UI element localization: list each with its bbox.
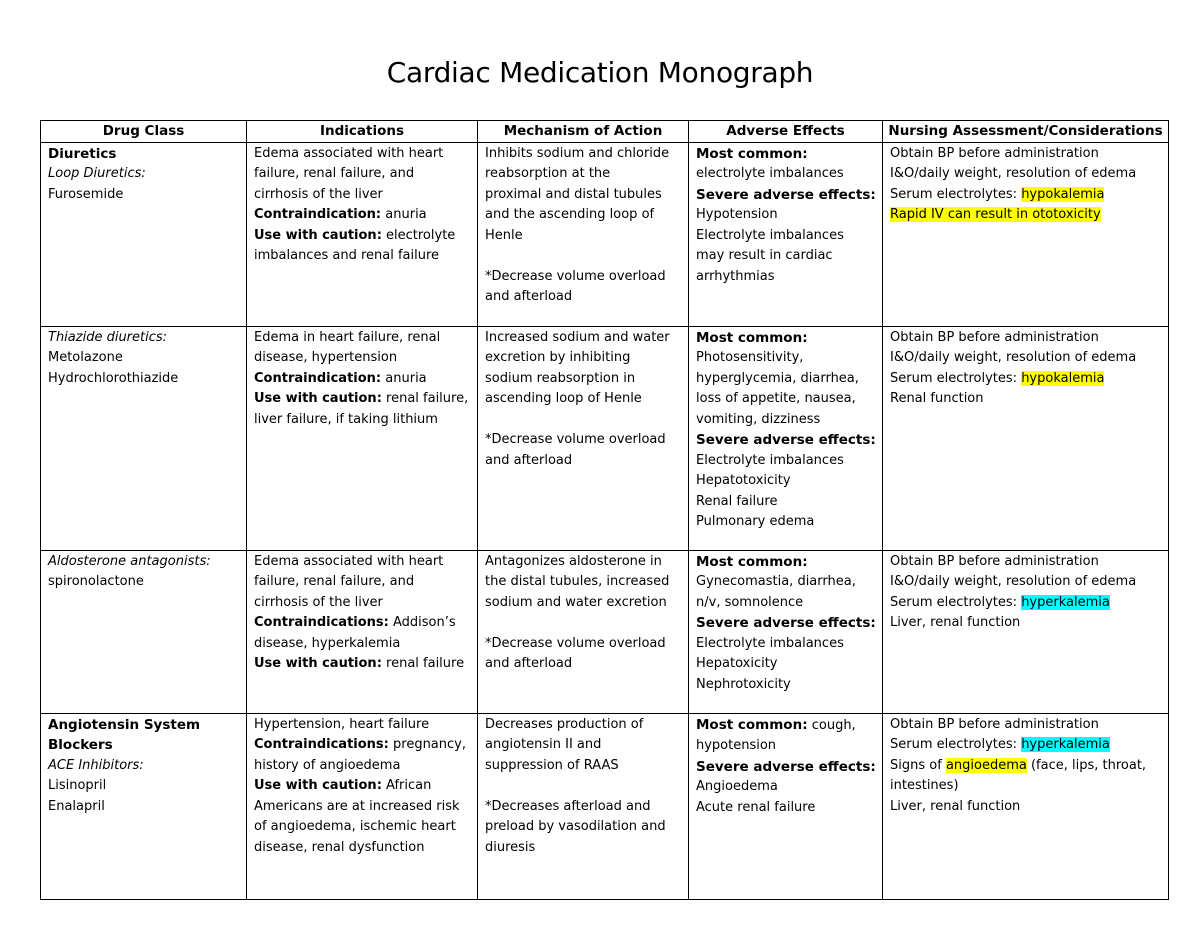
nursing-line: Obtain BP before administration: [890, 145, 1099, 161]
adverse-line: Hepatoxicity: [696, 656, 778, 671]
nursing-line: Serum electrolytes: hypokalemia: [890, 370, 1105, 386]
header-mechanism: Mechanism of Action: [478, 121, 689, 143]
drug-class-cell: [41, 550, 247, 713]
nursing-line: Renal function: [890, 391, 984, 406]
contraindication-line: history of angioedema: [254, 757, 401, 773]
drug-class-name: Blockers: [48, 737, 113, 753]
nursing-line: Liver, renal function: [890, 615, 1021, 630]
contraindication-line: disease, hyperkalemia: [254, 635, 401, 651]
mechanism-cell: [478, 550, 689, 713]
caution-line: imbalances and renal failure: [254, 248, 440, 263]
mechanism-line: Increased sodium and water: [485, 329, 670, 345]
mechanism-line: suppression of RAAS: [485, 757, 619, 773]
mechanism-line: ascending loop of Henle: [485, 391, 642, 406]
adverse-line: hyperglycemia, diarrhea,: [696, 370, 859, 386]
indications-cell: [247, 326, 478, 550]
nursing-line: intestines): [890, 778, 959, 793]
adverse-line: Electrolyte imbalances: [696, 452, 844, 468]
table-row: [41, 550, 1169, 713]
nursing-line: I&O/daily weight, resolution of edema: [890, 574, 1137, 589]
drug-name: Furosemide: [48, 186, 124, 202]
indication-line: Edema associated with heart: [254, 553, 444, 569]
mechanism-line: reabsorption at the: [485, 166, 611, 181]
nursing-cell: [883, 550, 1169, 713]
indications-cell: [247, 142, 478, 326]
mechanism-line: the distal tubules, increased: [485, 574, 670, 589]
nursing-line: Serum electrolytes: hyperkalemia: [890, 594, 1110, 610]
drug-subclass: Thiazide diuretics:: [48, 329, 168, 345]
mechanism-note: and afterload: [485, 289, 573, 304]
nursing-cell: [883, 326, 1169, 550]
adverse-line: Electrolyte imbalances: [696, 635, 844, 651]
monograph-table: [40, 120, 1169, 900]
mechanism-note: diuresis: [485, 839, 536, 855]
adverse-effects-cell: [689, 142, 883, 326]
mechanism-note: *Decrease volume overload: [485, 635, 666, 651]
header-nursing: Nursing Assessment/Considerations: [883, 121, 1169, 143]
adverse-line: arrhythmias: [696, 268, 775, 284]
indication-line: Edema in heart failure, renal: [254, 329, 441, 345]
caution-line: liver failure, if taking lithium: [254, 411, 438, 427]
nursing-line: Signs of angioedema (face, lips, throat,: [890, 757, 1147, 773]
adverse-line: may result in cardiac: [696, 248, 833, 263]
indication-line: failure, renal failure, and: [254, 166, 415, 181]
adverse-line: Angioedema: [696, 779, 778, 794]
adverse-line: Acute renal failure: [696, 799, 816, 815]
mechanism-note: *Decreases afterload and: [485, 798, 651, 814]
mechanism-line: Inhibits sodium and chloride: [485, 145, 670, 161]
highlight: hyperkalemia: [1021, 737, 1110, 752]
nursing-line: Liver, renal function: [890, 798, 1021, 814]
adverse-line: loss of appetite, nausea,: [696, 391, 856, 406]
header-adverse-effects: Adverse Effects: [689, 121, 883, 143]
severe-label: Severe adverse effects:: [696, 758, 876, 775]
mechanism-line: Antagonizes aldosterone in: [485, 553, 662, 569]
drug-subclass: Aldosterone antagonists:: [48, 553, 211, 569]
page-title: Cardiac Medication Monograph: [386, 56, 814, 89]
table-row: [41, 713, 1169, 899]
severe-label: Severe adverse effects:: [696, 432, 876, 448]
mechanism-line: proximal and distal tubules: [485, 186, 662, 202]
caution-line: Use with caution: renal failure,: [254, 391, 469, 406]
mechanism-line: Henle: [485, 227, 523, 243]
indications-cell: [247, 550, 478, 713]
mechanism-cell: [478, 326, 689, 550]
nursing-cell: [883, 713, 1169, 899]
adverse-line: Pulmonary edema: [696, 514, 815, 529]
header-indications: Indications: [247, 121, 478, 143]
contraindication-line: Contraindication: anuria: [254, 370, 427, 386]
drug-name: Metolazone: [48, 350, 123, 365]
most-common-label: Most common:: [696, 145, 808, 162]
drug-subclass: Loop Diuretics:: [48, 166, 146, 181]
mechanism-note: *Decrease volume overload: [485, 432, 666, 447]
indications-cell: [247, 713, 478, 899]
severe-label: Severe adverse effects:: [696, 186, 876, 203]
mechanism-line: excretion by inhibiting: [485, 350, 631, 365]
drug-class-cell: [41, 713, 247, 899]
adverse-line: Nephrotoxicity: [696, 676, 791, 692]
mechanism-note: preload by vasodilation and: [485, 819, 666, 834]
mechanism-line: and the ascending loop of: [485, 207, 655, 222]
mechanism-line: angiotensin II and: [485, 737, 602, 752]
drug-subclass: ACE Inhibitors:: [48, 757, 144, 773]
nursing-line: I&O/daily weight, resolution of edema: [890, 350, 1137, 365]
drug-name: Lisinopril: [48, 778, 107, 793]
table-header-row: [41, 121, 1169, 143]
adverse-line: Hepatotoxicity: [696, 473, 791, 488]
adverse-effects-cell: [689, 713, 883, 899]
nursing-line: Serum electrolytes: hyperkalemia: [890, 737, 1110, 752]
caution-line: disease, renal dysfunction: [254, 839, 425, 855]
drug-name: spironolactone: [48, 574, 144, 589]
adverse-effects-cell: [689, 326, 883, 550]
drug-class-name: Diuretics: [48, 145, 117, 162]
adverse-line: hypotension: [696, 738, 777, 753]
indication-line: cirrhosis of the liver: [254, 186, 383, 202]
most-common-label: Most common:: [696, 329, 808, 346]
highlight: hypokalemia: [1021, 186, 1105, 202]
mechanism-cell: [478, 713, 689, 899]
table-row: [41, 326, 1169, 550]
caution-line: of angioedema, ischemic heart: [254, 819, 456, 834]
adverse-line: Renal failure: [696, 493, 778, 509]
mechanism-note: and afterload: [485, 452, 573, 468]
highlight: hyperkalemia: [1021, 594, 1110, 610]
indication-line: failure, renal failure, and: [254, 574, 415, 589]
mechanism-note: and afterload: [485, 656, 573, 671]
indication-line: Hypertension, heart failure: [254, 716, 430, 732]
mechanism-line: sodium and water excretion: [485, 594, 667, 610]
drug-name: Hydrochlorothiazide: [48, 370, 179, 386]
drug-name: Enalapril: [48, 798, 105, 814]
nursing-line: Obtain BP before administration: [890, 553, 1099, 569]
caution-line: Use with caution: African: [254, 778, 432, 793]
nursing-line: I&O/daily weight, resolution of edema: [890, 166, 1137, 181]
mechanism-line: Decreases production of: [485, 716, 644, 732]
drug-class-name: Angiotensin System: [48, 716, 201, 733]
indication-line: Edema associated with heart: [254, 145, 444, 161]
adverse-line: electrolyte imbalances: [696, 166, 844, 181]
adverse-line: Electrolyte imbalances: [696, 227, 844, 243]
nursing-line: Obtain BP before administration: [890, 716, 1099, 732]
most-common-label: Most common:: [696, 553, 808, 570]
nursing-line: Serum electrolytes: hypokalemia: [890, 186, 1105, 202]
adverse-line: Photosensitivity,: [696, 350, 804, 365]
table-row: [41, 142, 1169, 326]
highlight: hypokalemia: [1021, 370, 1105, 386]
adverse-line: Hypotension: [696, 207, 778, 222]
adverse-line: n/v, somnolence: [696, 594, 804, 610]
indication-line: cirrhosis of the liver: [254, 594, 383, 610]
nursing-cell: [883, 142, 1169, 326]
drug-class-cell: [41, 142, 247, 326]
adverse-line: vomiting, dizziness: [696, 411, 821, 427]
mechanism-line: sodium reabsorption in: [485, 370, 636, 386]
contraindication-line: Contraindications: pregnancy,: [254, 737, 466, 752]
highlight: angioedema: [945, 757, 1027, 773]
mechanism-note: *Decrease volume overload: [485, 268, 666, 284]
caution-line: Use with caution: electrolyte: [254, 227, 456, 243]
contraindication-line: Contraindication: anuria: [254, 207, 427, 222]
severe-label: Severe adverse effects:: [696, 615, 876, 631]
highlight: Rapid IV can result in ototoxicity: [890, 207, 1101, 222]
contraindication-line: Contraindications: Addison’s: [254, 615, 456, 630]
nursing-line: Obtain BP before administration: [890, 329, 1099, 345]
mechanism-cell: [478, 142, 689, 326]
caution-line: Use with caution: renal failure: [254, 656, 465, 671]
nursing-line: [890, 205, 1164, 226]
drug-class-cell: [41, 326, 247, 550]
adverse-effects-cell: [689, 550, 883, 713]
caution-line: Americans are at increased risk: [254, 798, 460, 814]
header-drug-class: Drug Class: [41, 121, 247, 143]
most-common-line: Most common: cough,: [696, 716, 856, 733]
indication-line: disease, hypertension: [254, 350, 398, 365]
adverse-line: Gynecomastia, diarrhea,: [696, 574, 856, 589]
